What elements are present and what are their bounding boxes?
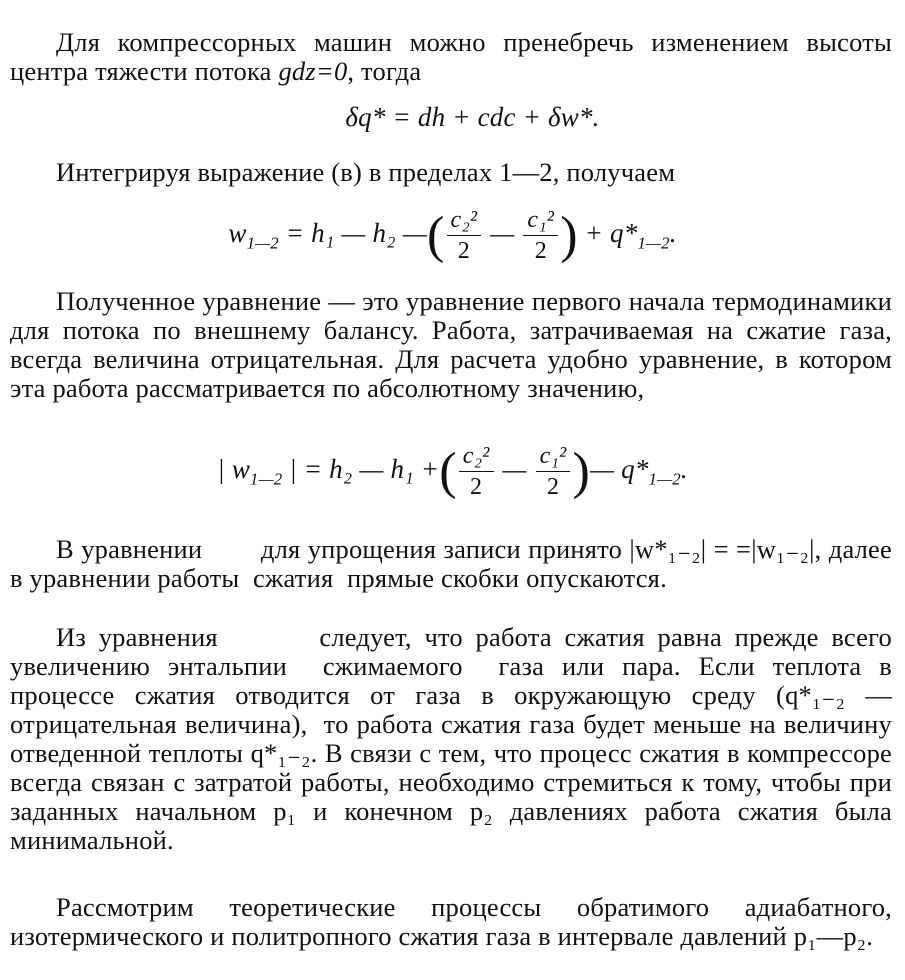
equation-3-lhs: | w [217, 454, 251, 484]
equation-2 [0, 200, 905, 266]
equation-2-fraction-2-denominator: 2 [534, 238, 547, 265]
equation-2-fraction-2 [523, 205, 558, 266]
equation-3-lhs-sub: 1—2 [250, 469, 283, 489]
equation-2-fraction-2-numerator: c₁² [523, 205, 558, 236]
paragraph-3: Полученное уравнение — это уравнение первого начала термодинамики для потока по внешнему балансу. Работа, затрачиваемая на сжатие газа, всегда величина отрицательная. Для расчета удобно уравнение, в котором эта работа рассматривается по абсолютному значению, [10, 286, 892, 403]
equation-2-tail: + q* [577, 218, 638, 248]
paragraph-1 [10, 28, 892, 86]
equation-3-minus: — [495, 454, 534, 484]
equation-2-fraction-1-denominator: 2 [457, 238, 470, 265]
equation-3-fraction-2-numerator: c₁² [536, 441, 571, 472]
paragraph-1-line-2-a: высоты центра тяжести потока [10, 27, 892, 86]
equation-2-lhs: w [228, 218, 247, 248]
paragraph-5: Из уравнения следует, что работа сжатия равна прежде всего увеличению энтальпии сжимаемого газа или пара. Если теплота в процессе сжатия отводится от газа в окружающую среду (q*₁₋₂ — отрицательная величина), то работа сжатия газа будет меньше на величину отведенной теплоты q*₁₋₂. В связи с тем, что процесс сжатия в компрессоре всегда связан с затратой работы, необходимо стремиться к тому, чтобы при заданных начальном p₁ и конечном p₂ давлениях работа сжатия была минимальной. [10, 622, 899, 855]
equation-3-close-paren: ) [572, 442, 590, 500]
paragraph-6: Рассмотрим теоретические процессы обратимого адиабатного, изотермического и политропного сжатия газа в интервале давлений p₁—p₂. [10, 892, 892, 951]
equation-2-open-paren: ( [426, 206, 445, 264]
equation-3-fraction-1-numerator: c₂² [459, 441, 494, 472]
equation-2-fraction-1-numerator: c₂² [447, 205, 482, 236]
equation-3-tail-sub: 1—2 [648, 469, 681, 489]
equation-2-close-paren: ) [560, 206, 578, 264]
equation-2-mid: = h₁ — h₂ — [278, 218, 427, 248]
paragraph-1-line-2-b: , тогда [347, 56, 422, 86]
equation-3-end: . [680, 454, 688, 484]
equation-2-fraction-1 [447, 205, 482, 266]
equation-2-minus: — [483, 218, 522, 248]
equation-3-fraction-2-denominator: 2 [546, 474, 560, 501]
paragraph-1-line-1: Для компрессорных машин можно пренебречь изменением [56, 27, 789, 57]
equation-2-lhs-sub: 1—2 [246, 233, 279, 253]
equation-3-fraction-1-denominator: 2 [470, 474, 483, 501]
paragraph-2: Интегрируя выражение (в) в пределах 1—2, получаем [56, 157, 676, 187]
equation-2-tail-sub: 1—2 [637, 233, 670, 253]
equation-1: δq* = dh + cdc + δw*. [345, 102, 600, 132]
inline-formula-gdz: gdz=0 [278, 56, 348, 86]
equation-3-open-paren: ( [439, 442, 457, 500]
equation-3-fraction-2 [536, 441, 571, 502]
equation-3-lhs-end: | [282, 454, 297, 484]
equation-3 [0, 436, 905, 502]
paragraph-4: В уравнении для упрощения записи принято |w*₁₋₂| = =|w₁₋₂|, далее в уравнении работы сжатия прямые скобки опускаются. [10, 534, 899, 593]
equation-2-end: . [669, 218, 677, 248]
equation-3-fraction-1 [459, 441, 494, 502]
equation-3-mid: = h₂ — h₁ + [296, 454, 440, 484]
equation-3-tail: — q* [589, 454, 649, 484]
